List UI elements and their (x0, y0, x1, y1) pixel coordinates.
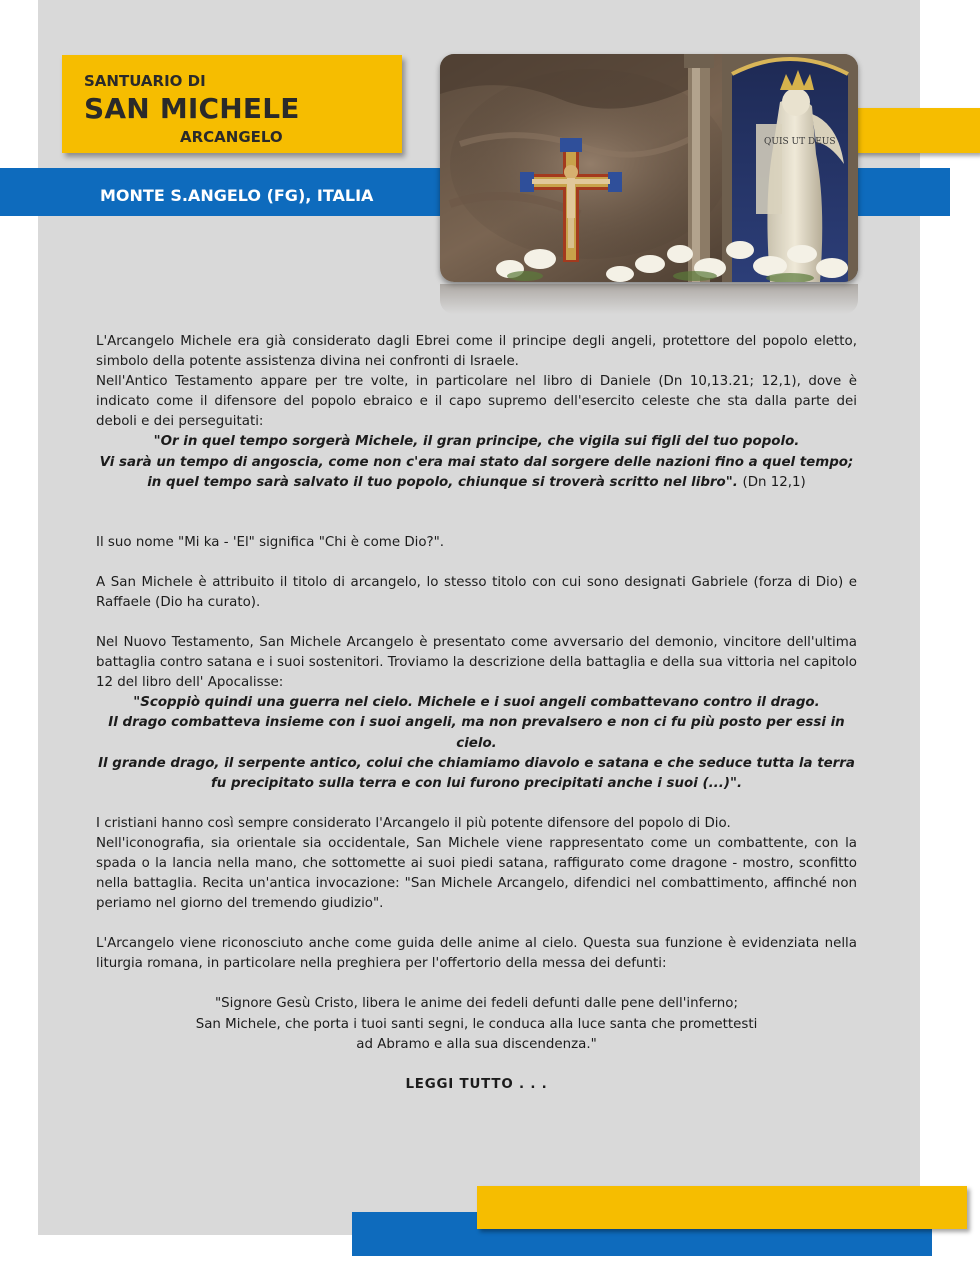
read-more-link[interactable]: LEGGI TUTTO . . . (405, 1076, 548, 1092)
footer-yellow-band (477, 1186, 967, 1229)
quote-reference: (Dn 12,1) (742, 474, 806, 490)
prayer-line: "Signore Gesù Cristo, libera le anime dei fedeli defunti dalle pene dell'inferno; (214, 996, 739, 1012)
sanctuary-photo (440, 54, 858, 282)
quote-line: Il drago combatteva insieme con i suoi angeli, ma non prevalsero e non ci fu più posto per essi in cielo. (108, 715, 845, 751)
quote-line: "Or in quel tempo sorgerà Michele, il gran principe, che vigila sui figli del tuo popolo. (153, 434, 800, 450)
quote-line: Vi sarà un tempo di angoscia, come non c'era mai stato dal sorgere delle nazioni fino a quel tempo; (99, 454, 854, 470)
paragraph: Nell'iconografia, sia orientale sia occidentale, San Michele viene rappresentato come un combattente, con la spada o la lancia nella mano, che sottomette ai suoi piedi satana, raffigurato come dragone - mostro, sconfitto nella battaglia. Recita un'antica invocazione: "San Michele Arcangelo, difendici nel combattimento, affinché non periamo nel giorno del tremendo giudizio". (96, 835, 857, 912)
scroll-text: QUIS UT DEUS (764, 137, 836, 147)
paragraph: Nell'Antico Testamento appare per tre volte, in particolare nel libro di Daniele (Dn 10,13.21; 12,1), dove è indicato come il difensore del popolo ebraico e il capo supremo dell'esercito celeste che sta dalla parte dei deboli e dei perseguitati: (96, 374, 857, 430)
article-body (96, 332, 857, 1095)
photo-reflection (440, 284, 858, 314)
prayer-line: San Michele, che porta i tuoi santi segni, le conduca alla luce santa che promettesti (195, 1016, 758, 1032)
paragraph: Il suo nome "Mi ka - 'El" significa "Chi è come Dio?". (96, 534, 445, 550)
title-subtitle: ARCANGELO (180, 128, 283, 146)
quote-text: in quel tempo sarà salvato il tuo popolo, chiunque si troverà scritto nel libro". (147, 474, 738, 490)
quote-line: fu precipitato sulla terra e con lui furono precipitati anche i suoi (...)". (210, 775, 743, 791)
location-label: MONTE S.ANGELO (FG), ITALIA (100, 186, 374, 205)
page-title: SAN MICHELE (84, 92, 300, 125)
header-yellow-accent (850, 108, 980, 153)
title-small: SANTUARIO DI (84, 72, 206, 90)
paragraph: I cristiani hanno così sempre considerato l'Arcangelo il più potente difensore del popolo di Dio. (96, 815, 731, 831)
title-box (62, 55, 402, 153)
prayer-line: ad Abramo e alla sua discendenza." (356, 1036, 597, 1052)
paragraph: A San Michele è attribuito il titolo di arcangelo, lo stesso titolo con cui sono designati Gabriele (forza di Dio) e Raffaele (Dio ha curato). (96, 574, 857, 610)
quote-line (96, 473, 857, 493)
quote-line: Il grande drago, il serpente antico, colui che chiamiamo diavolo e satana e che seduce tutta la terra (98, 755, 855, 771)
paragraph: L'Arcangelo viene riconosciuto anche come guida delle anime al cielo. Questa sua funzione è evidenziata nella liturgia romana, in particolare nella preghiera per l'offertorio della messa dei defunti: (96, 936, 857, 972)
paragraph: L'Arcangelo Michele era già considerato dagli Ebrei come il principe degli angeli, protettore del popolo eletto, simbolo della potente assistenza divina nei confronti di Israele. (96, 334, 857, 370)
quote-line: "Scoppiò quindi una guerra nel cielo. Michele e i suoi angeli combattevano contro il drago. (133, 695, 820, 711)
paragraph: Nel Nuovo Testamento, San Michele Arcangelo è presentato come avversario del demonio, vincitore dell'ultima battaglia contro satana e i suoi sostenitori. Troviamo la descrizione della battaglia e della sua vittoria nel capitolo 12 del libro dell' Apocalisse: (96, 635, 857, 691)
